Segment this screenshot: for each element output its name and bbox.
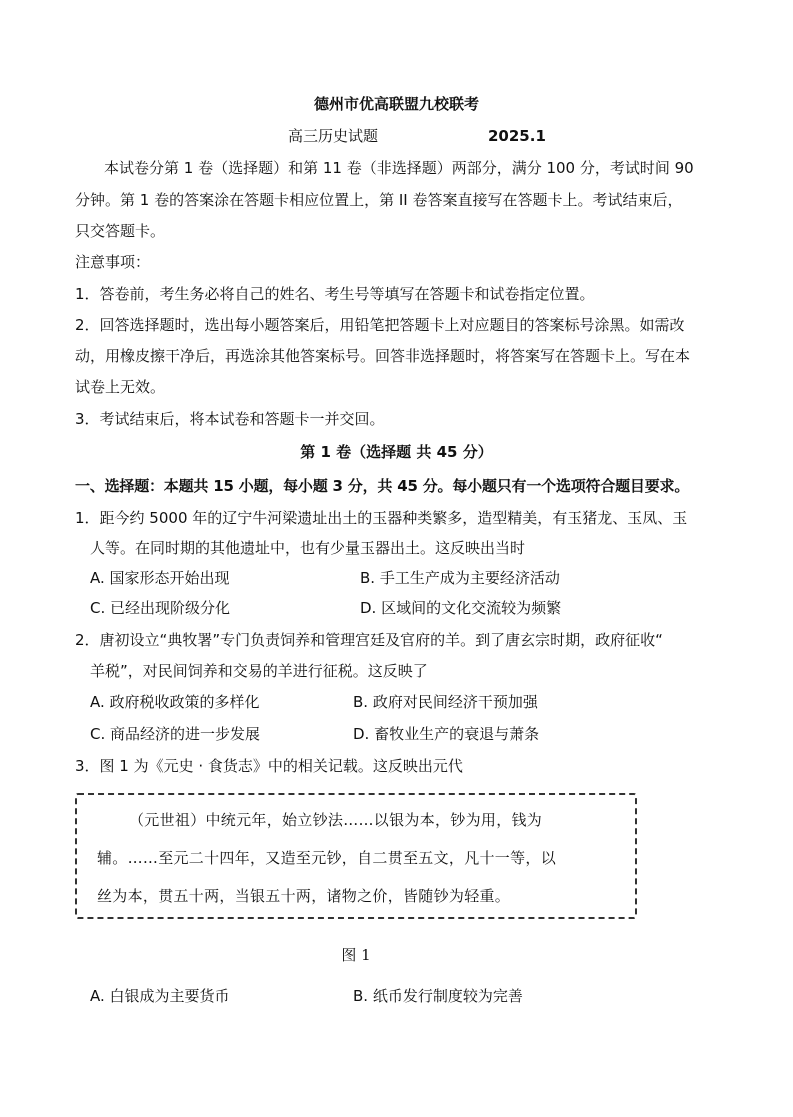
q2-option-b: B. 政府对民间经济干预加强 — [353, 693, 538, 711]
q1-stem-line-2: 人等。在同时期的其他遗址中，也有少量玉器出土。这反映出当时 — [90, 539, 526, 557]
q1-stem-line-1: 1．距今约 5000 年的辽宁牛河梁遗址出土的玉器种类繁多，造型精美，有玉猪龙、玉凤、玉 — [75, 509, 688, 527]
q2-stem-line-1: 2．唐初设立“典牧署”专门负责饲养和管理宫廷及官府的羊。到了唐玄宗时期，政府征收“ — [75, 631, 663, 649]
q3-option-b: B. 纸币发行制度较为完善 — [353, 987, 523, 1005]
q3-stem-line-1: 3．图 1 为《元史 · 食货志》中的相关记载。这反映出元代 — [75, 757, 463, 775]
q3-excerpt-line-2: 辅。……至元二十四年，又造至元钞，自二贯至五文，凡十一等，以 — [97, 849, 557, 867]
note-2-line-3: 试卷上无效。 — [75, 378, 166, 396]
q2-option-c: C. 商品经济的进一步发展 — [90, 725, 261, 743]
q1-option-d: D. 区域间的文化交流较为频繁 — [360, 599, 562, 617]
intro-line-1: 本试卷分第 1 卷（选择题）和第 11 卷（非选择题）两部分，满分 100 分，考试时间 90 — [104, 159, 694, 177]
intro-line-3: 只交答题卡。 — [75, 222, 166, 240]
q1-option-b: B. 手工生产成为主要经济活动 — [360, 569, 560, 587]
notes-heading: 注意事项： — [75, 253, 151, 271]
exam-subtitle: 高三历史试题 — [288, 127, 379, 145]
q3-excerpt-box — [75, 793, 637, 919]
intro-line-2: 分钟。第 1 卷的答案涂在答题卡相应位置上，第 II 卷答案直接写在答题卡上。考试结束后， — [75, 191, 683, 209]
q1-option-a: A. 国家形态开始出现 — [90, 569, 230, 587]
figure-caption: 图 1 — [341, 946, 371, 964]
note-2-line-1: 2．回答选择题时，选出每小题答案后，用铅笔把答题卡上对应题目的答案标号涂黑。如需改 — [75, 316, 685, 334]
q1-option-c: C. 已经出现阶级分化 — [90, 599, 231, 617]
q3-option-a: A. 白银成为主要货币 — [90, 987, 230, 1005]
note-3: 3．考试结束后，将本试卷和答题卡一并交回。 — [75, 410, 385, 428]
note-2-line-2: 动，用橡皮擦干净后，再选涂其他答案标号。回答非选择题时，将答案写在答题卡上。写在本 — [75, 347, 691, 365]
section-title: 第 1 卷（选择题 共 45 分） — [300, 443, 493, 461]
q2-option-a: A. 政府税收政策的多样化 — [90, 693, 260, 711]
note-1: 1．答卷前，考生务必将自己的姓名、考生号等填写在答题卡和试卷指定位置。 — [75, 285, 595, 303]
q3-excerpt-line-1: （元世祖）中统元年，始立钞法……以银为本，钞为用，钱为 — [129, 811, 543, 829]
q2-option-d: D. 畜牧业生产的衰退与萧条 — [353, 725, 540, 743]
q2-stem-line-2: 羊税”，对民间饲养和交易的羊进行征税。这反映了 — [90, 662, 428, 680]
exam-year: 2025.1 — [488, 127, 546, 145]
section-instruction: 一、选择题：本题共 15 小题，每小题 3 分，共 45 分。每小题只有一个选项符合题目要求。 — [75, 477, 690, 495]
q3-excerpt-line-3: 丝为本，贯五十两，当银五十两，诸物之价，皆随钞为轻重。 — [97, 887, 511, 905]
exam-title: 德州市优高联盟九校联考 — [313, 95, 479, 113]
